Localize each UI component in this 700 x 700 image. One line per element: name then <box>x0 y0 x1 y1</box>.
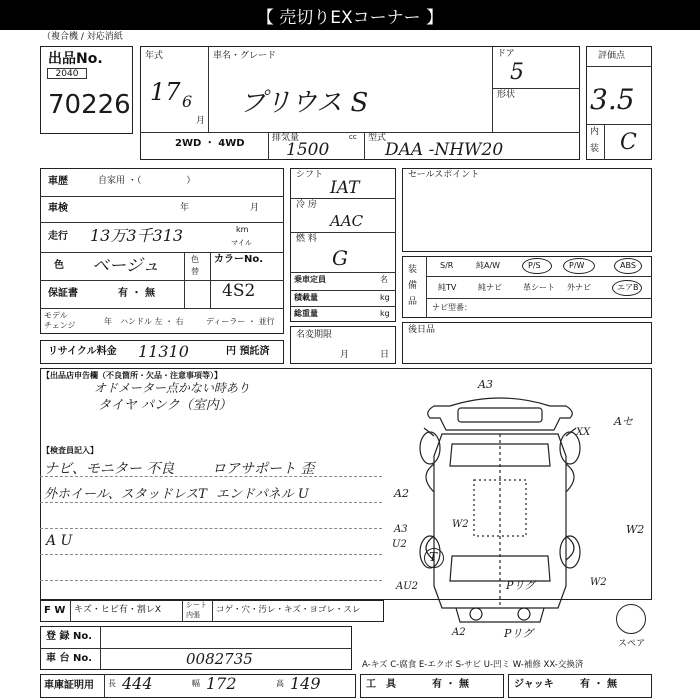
displacement-unit: cc <box>349 133 357 141</box>
capacity-label: 乗車定員 <box>294 275 326 284</box>
equip-leather: 革シート <box>523 283 555 292</box>
weight-unit: kg <box>380 309 390 318</box>
tools-value: 有 ・ 無 <box>432 679 469 690</box>
cert-width-value: 172 <box>206 674 237 693</box>
shape-label: 形状 <box>497 90 516 100</box>
fuel-value: G <box>332 246 348 270</box>
score-value: 3.5 <box>590 83 635 116</box>
inspector-line-3: A U <box>46 533 73 549</box>
color-label: 色 <box>54 260 64 271</box>
year-value: 17 <box>150 78 181 106</box>
equipment-char-2: 備 <box>408 281 418 291</box>
corner-banner: 【 売切りEXコーナー 】 <box>0 0 700 30</box>
mark-u2-left: U2 <box>392 539 407 550</box>
capacity-unit: 名 <box>380 275 388 284</box>
mark-t: T <box>429 550 438 564</box>
mark-a2-bottom: A2 <box>452 627 466 638</box>
drive-label: 2WD ・ 4WD <box>175 138 245 149</box>
car-damage-diagram <box>390 376 652 648</box>
inspector-line-2: 外ホイール、スタッドレスT <box>44 487 207 502</box>
recycle-value: 11310 <box>138 342 189 361</box>
mileage-label: 走行 <box>48 231 68 242</box>
later-items-box <box>402 322 652 364</box>
name-change-label: 名変期限 <box>296 330 333 340</box>
dealer-options: ディーラー ・ 並行 <box>206 317 275 326</box>
equip-abs: ABS <box>620 261 636 270</box>
seller-notes-line-2: タイヤ パンク（室内） <box>98 398 232 413</box>
later-items-label: 後日品 <box>408 325 436 335</box>
sales-point-label: セールスポイント <box>408 170 480 180</box>
year-month-unit: 月 <box>196 116 206 126</box>
door-value: 5 <box>510 60 524 85</box>
load-label: 積載量 <box>294 293 318 302</box>
car-name-value: プリウス S <box>240 88 369 118</box>
inspection-label: 車検 <box>48 203 68 214</box>
name-change-day: 日 <box>380 350 390 360</box>
equip-alloy: 純A/W <box>476 261 501 270</box>
interior-value: C <box>620 130 637 155</box>
displacement-label: 排気量 <box>272 133 300 143</box>
nav-model-label: ナビ型番： <box>432 303 472 312</box>
displacement-value: 1500 <box>286 140 330 160</box>
interior-label-1: 内 <box>590 127 600 137</box>
lot-number: 70226 <box>48 90 131 120</box>
seat-items: コゲ・穴・汚レ・キズ・ヨゴレ・スレ <box>216 605 361 615</box>
mark-xx: XX <box>576 427 591 438</box>
mark-w2-center: W2 <box>452 519 469 530</box>
model-change-year: 年 <box>104 317 112 326</box>
color-value: ベージュ <box>92 256 160 276</box>
shift-value: IAT <box>330 178 360 198</box>
mark-w2-right: W2 <box>626 523 645 536</box>
chassis-value: 0082735 <box>186 650 253 668</box>
mileage-value: 13万3千313 <box>90 226 184 245</box>
aircon-value: AAC <box>330 212 364 230</box>
lot-label: 出品No. <box>48 51 103 67</box>
mark-a-se: Aセ <box>614 415 633 428</box>
name-change-month: 月 <box>340 350 350 360</box>
door-label: ドア <box>497 49 515 59</box>
sales-point-box <box>402 168 652 252</box>
year-month-value: 6 <box>182 92 193 111</box>
model-value: DAA -NHW20 <box>385 140 504 160</box>
equip-airbag: エアB <box>617 283 639 292</box>
inspector-line-1b: ロアサポート 歪 <box>212 461 315 477</box>
equipment-char-1: 装 <box>408 265 418 275</box>
inspector-label: 【検査員記入】 <box>42 446 98 455</box>
vehicle-history-box <box>40 168 284 334</box>
jack-label: ジャッキ <box>514 679 554 690</box>
warranty-value: 有 ・ 無 <box>118 288 155 299</box>
jack-value: 有 ・ 無 <box>580 679 617 690</box>
fuel-label: 燃 料 <box>296 234 317 244</box>
fw-label: F W <box>44 605 66 616</box>
inspection-year: 年 <box>180 203 190 213</box>
seat-label-2: 内張 <box>186 611 200 619</box>
equip-ext-nav: 外ナビ <box>567 283 591 292</box>
warranty-label: 保証書 <box>48 288 78 299</box>
mark-a3-left: A3 <box>394 524 408 535</box>
inspection-month: 月 <box>250 203 260 213</box>
car-name-label: 車名・グレード <box>213 51 277 61</box>
weight-label: 総重量 <box>294 309 318 318</box>
mark-pkg-1: Pリグ <box>506 579 536 592</box>
inspector-line-1: ナビ、モニター 不良 <box>44 461 175 477</box>
mark-au2: AU2 <box>396 581 419 592</box>
aircon-label: 冷 房 <box>296 200 317 210</box>
equip-pw: P/W <box>569 261 585 270</box>
color-code-value: 4S2 <box>222 281 256 301</box>
equip-ps: P/S <box>528 261 541 270</box>
handle-options: ハンドル 左 ・ 右 <box>120 317 184 326</box>
registration-label: 登 録 No. <box>46 631 93 642</box>
shift-label: シフト <box>296 170 324 180</box>
mileage-unit-mile: マイル <box>231 239 252 247</box>
fw-items: キズ・ヒビ有・割レX <box>74 605 161 615</box>
color-change-2: 替 <box>191 267 199 276</box>
model-label: 型式 <box>368 133 387 143</box>
garage-cert-label: 車庫証明用 <box>44 680 94 691</box>
seller-notes-line-1: オドメーター点かない時あり <box>94 381 250 395</box>
header-note: （複合機 / 対応消紙 <box>42 32 123 42</box>
mileage-unit-km: km <box>236 225 249 234</box>
color-code-label: カラーNo. <box>214 254 264 265</box>
cert-height-label: 高 <box>276 679 284 688</box>
equip-nav: 純ナビ <box>478 283 502 292</box>
inspector-line-2b: エンドパネル U <box>216 487 309 502</box>
chassis-label: 車 台 No. <box>46 653 93 664</box>
equip-sr: S/R <box>440 261 454 270</box>
tools-label: 工 具 <box>366 679 396 690</box>
year-label: 年式 <box>145 51 164 61</box>
mark-a3-top: A3 <box>478 378 493 391</box>
equipment-char-3: 品 <box>408 297 418 307</box>
recycle-unit: 円 預託済 <box>226 346 270 357</box>
model-change-label-1: モデル <box>44 311 68 320</box>
spare-tire-icon <box>616 604 646 634</box>
interior-label-2: 装 <box>590 144 600 154</box>
model-change-label-2: チェンジ <box>44 321 76 330</box>
damage-legend: A-キズ C-腐食 E-エクボ S-サビ U-凹ミ W-補修 XX-交換済 <box>362 660 584 670</box>
recycle-label: リサイクル料金 <box>48 346 117 357</box>
seat-label-1: シート <box>186 601 207 609</box>
history-value: 自家用 ・（ ） <box>98 176 196 186</box>
cert-length-label: 長 <box>108 679 116 688</box>
cert-height-value: 149 <box>290 674 321 693</box>
history-label: 車歴 <box>48 176 68 187</box>
cert-length-value: 444 <box>122 674 153 693</box>
seller-notes-label: 【出品店申告欄（不良箇所・欠品・注意事項等）】 <box>42 371 222 380</box>
equip-tv: 純TV <box>438 283 457 292</box>
mark-pkg-2: Pリグ <box>504 627 534 640</box>
mark-a2-left: A2 <box>394 487 409 500</box>
load-unit: kg <box>380 293 390 302</box>
color-change-1: 色 <box>191 255 199 264</box>
lot-sub: 2040 <box>47 68 87 79</box>
cert-width-label: 幅 <box>192 679 200 688</box>
spare-label: スペア <box>618 639 646 649</box>
mark-w2-rear: W2 <box>590 577 607 588</box>
score-label: 評価点 <box>598 51 626 61</box>
